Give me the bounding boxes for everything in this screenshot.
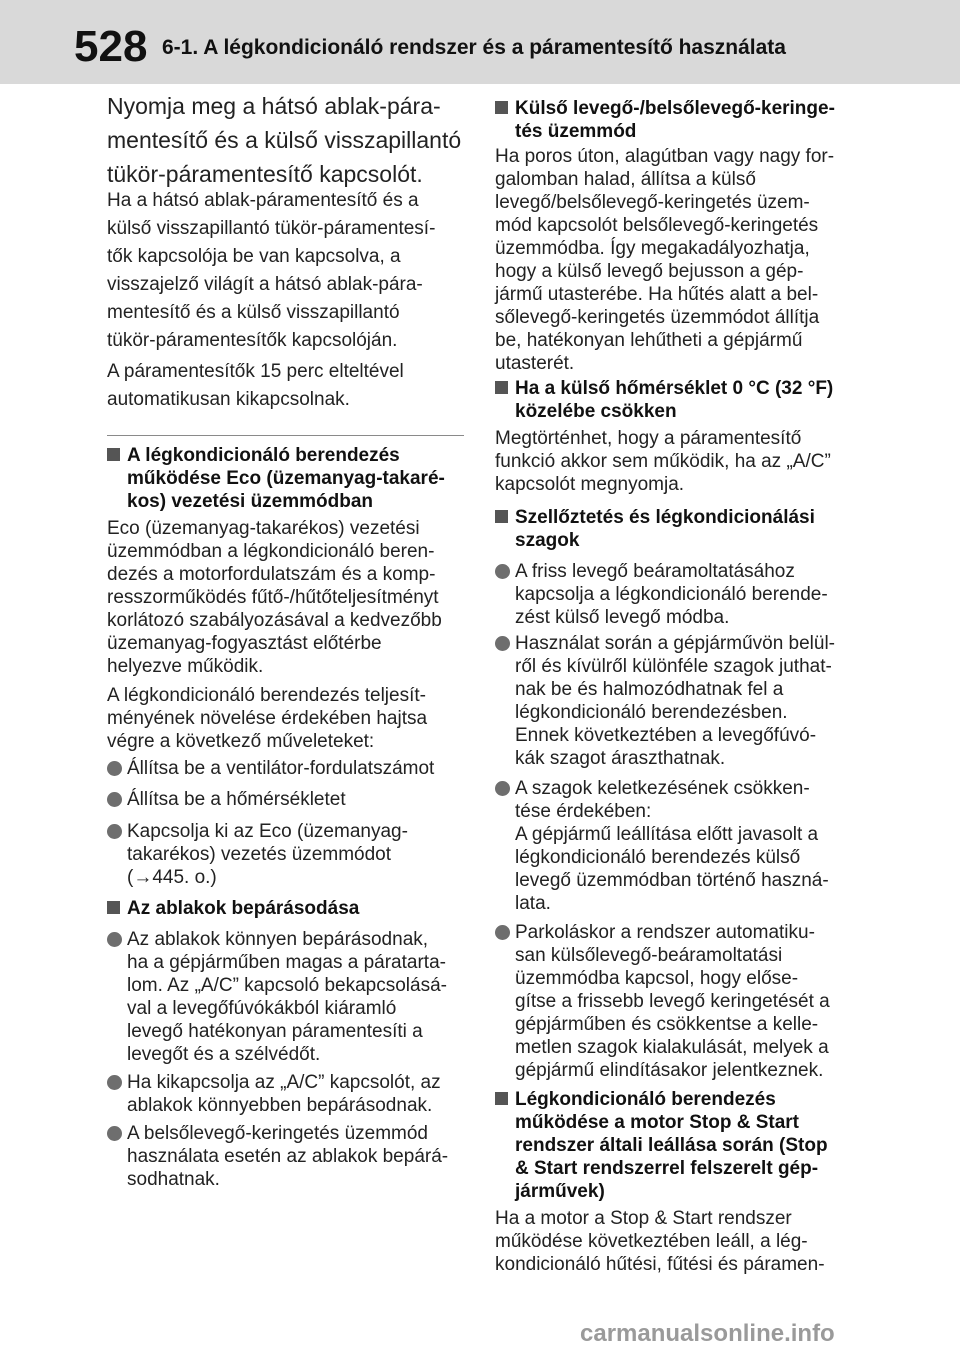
section-heading-fog (107, 897, 467, 920)
watermark: carmanualsonline.info (580, 1320, 835, 1347)
list-item: Állítsa be a hőmérsékletet (107, 788, 467, 811)
list-item: Állítsa be a ventilátor-fordulatszámot (107, 757, 467, 780)
square-bullet-icon (107, 448, 120, 461)
section-heading-text: Ha a külső hőmérséklet 0 °C (32 °F) közelébe csökken (515, 378, 834, 422)
bullet-dot-icon (107, 824, 122, 839)
square-bullet-icon (495, 101, 508, 114)
bullet-dot-icon (495, 636, 510, 651)
section-heading-odors (495, 506, 857, 552)
section-heading-text: Szellőztetés és légkondicionálási szagok (515, 507, 815, 551)
bullet-dot-icon (107, 792, 122, 807)
bullet-dot-icon (107, 761, 122, 776)
list-item: A friss levegő beáramoltatásához kapcsolja a légkondicionáló berende- zést külső levegő módba. (495, 560, 857, 629)
section-heading-text: Az ablakok bepárásodása (127, 898, 360, 919)
bullet-dot-icon (107, 1075, 122, 1090)
eco-paragraph-1: Eco (üzemanyag-takarékos) vezetési üzemmódban a légkondicionáló beren- dezés a motorfordulatszám és a komp- resszorműködés fűtő-/hűtőteljesítményt korlátozó szabályozásával a kedvezőbb üzemanyag-fogyasztást előtérbe helyezve működik. (107, 518, 442, 677)
bullet-dot-icon (107, 932, 122, 947)
page-number: 528 (74, 22, 148, 71)
square-bullet-icon (107, 901, 120, 914)
list-item: A belsőlevegő-keringetés üzemmód használata esetén az ablakok bepárá- sodhatnak. (107, 1122, 467, 1191)
section-heading-text: A légkondicionáló berendezés működése Eco (üzemanyag-takaré- kos) vezetési üzemmódban (127, 445, 445, 512)
divider (107, 435, 464, 436)
header-bar (0, 0, 960, 84)
section-heading-text: Légkondicionáló berendezés működése a motor Stop & Start rendszer általi leállása során (Stop & Start rendszerrel felszerelt gép- járművek) (515, 1089, 828, 1202)
air-mode-paragraph: Ha poros úton, alagútban vagy nagy for- galomban halad, állítsa a külső levegő/belsőlevegő-keringetés üzem- mód kapcsolót belsőlevegő-keringetés üzemmódba. Így megakadályozhatja, hogy a külső levegő bejusson a gép- jármű utasterébe. Ha hűtés alatt a bel- sőlevegő-keringetés üzemmódot állítja be, hatékonyan lehűtheti a gépjármű utasterét. (495, 146, 835, 374)
square-bullet-icon (495, 510, 508, 523)
eco-paragraph-2: A légkondicionáló berendezés teljesít- ményének növelése érdekében hajtsa végre a következő műveleteket: (107, 685, 428, 752)
list-item: A szagok keletkezésének csökken- tése érdekében: A gépjármű leállítása előtt javasolt a légkondicionáló berendezés külső levegő üzemmódban történő haszná- lata. (495, 777, 857, 915)
bullet-dot-icon (107, 1126, 122, 1141)
bullet-dot-icon (495, 925, 510, 940)
section-heading-text: Külső levegő-/belsőlevegő-keringe- tés üzemmód (515, 98, 835, 142)
section-heading-temperature (495, 377, 857, 423)
list-item: Használat során a gépjárművön belül- ről és kívülről különféle szagok juthat- nak be és halmozódhatnak fel a légkondicionáló berendezésben. Ennek következtében a levegőfúvó- kák szagot áraszthatnak. (495, 632, 857, 770)
list-item: Kapcsolja ki az Eco (üzemanyag- takarékos) vezetés üzemmódot (→445. o.) (107, 820, 467, 889)
section-heading-eco (107, 444, 467, 513)
stop-start-paragraph: Ha a motor a Stop & Start rendszer működése következtében leáll, a lég- kondicionáló hűtési, fűtési és páramen- (495, 1208, 825, 1275)
intro-paragraph-2: A páramentesítők 15 perc elteltével automatikusan kikapcsolnak. (107, 361, 404, 410)
section-heading-stop-start (495, 1088, 857, 1203)
square-bullet-icon (495, 1092, 508, 1105)
bullet-dot-icon (495, 781, 510, 796)
chapter-title: 6-1. A légkondicionáló rendszer és a páramentesítő használata (162, 36, 786, 59)
intro-paragraph-1: Ha a hátsó ablak-páramentesítő és a külső visszapillantó tükör-páramentesí- tők kapcsolója be van kapcsolva, a visszajelző világít a hátsó ablak-pára- mentesítő és a külső visszapillantó tükör-páramentesítők kapcsolóján. (107, 190, 436, 351)
square-bullet-icon (495, 381, 508, 394)
section-heading-air-mode (495, 97, 857, 143)
list-item: Parkoláskor a rendszer automatiku- san külsőlevegő-beáramoltatási üzemmódba kapcsol, hogy előse- gítse a frissebb levegő keringetését a gépjárműben és csökkentse a kelle- metlen szagok kialakulását, melyek a gépjármű elindításakor jelentkeznek. (495, 921, 857, 1082)
intro-heading: Nyomja meg a hátsó ablak-pára- mentesítő és a külső visszapillantó tükör-páramentesítő kapcsolót. (107, 93, 462, 187)
bullet-dot-icon (495, 564, 510, 579)
list-item: Ha kikapcsolja az „A/C” kapcsolót, az ablakok könnyebben bepárásodnak. (107, 1071, 467, 1117)
temperature-paragraph: Megtörténhet, hogy a páramentesítő funkció akkor sem működik, ha az „A/C” kapcsolót megnyomja. (495, 428, 831, 495)
list-item: Az ablakok könnyen bepárásodnak, ha a gépjárműben magas a páratarta- lom. Az „A/C” kapcsoló bekapcsolásá- val a levegőfúvókákból kiáramló levegő hatékonyan páramentesíti a levegőt és a szélvédőt. (107, 928, 467, 1066)
